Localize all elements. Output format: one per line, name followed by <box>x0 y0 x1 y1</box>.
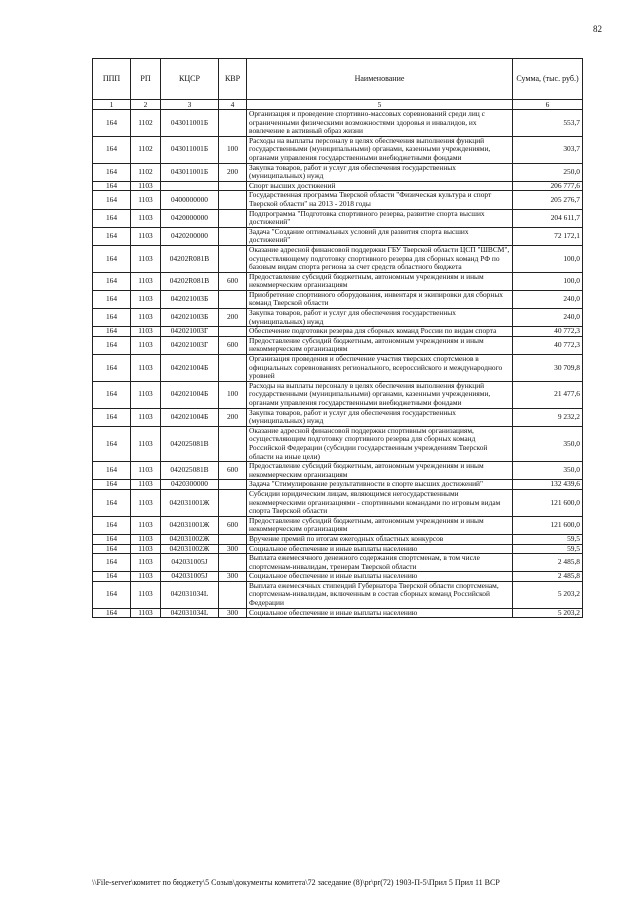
table-row <box>93 516 583 534</box>
cell-kvr: 200 <box>219 163 247 181</box>
cell-name: Обеспечение подготовки резерва для сборных команд России по видам спорта <box>247 327 513 337</box>
cell-rp: 1103 <box>131 336 161 354</box>
table-row <box>93 163 583 181</box>
cell-name: Организация проведения и обеспечение участия тверских спортсменов в официальных соревнованиях регионального, всероссийского и международного уровней <box>247 355 513 382</box>
cell-sum: 205 276,7 <box>513 191 583 209</box>
cell-kvr <box>219 489 247 516</box>
cell-name: Задача "Стимулирование результативности в спорте высших достижений" <box>247 480 513 490</box>
cell-kcsr: 0420000000 <box>161 209 219 227</box>
budget-table <box>92 58 583 618</box>
cell-rp: 1102 <box>131 163 161 181</box>
table-row <box>93 110 583 137</box>
table-row <box>93 408 583 426</box>
cell-ppp: 164 <box>93 355 131 382</box>
column-number: 5 <box>247 100 513 110</box>
cell-kvr: 600 <box>219 272 247 290</box>
cell-rp: 1103 <box>131 544 161 554</box>
cell-sum: 5 203,2 <box>513 608 583 618</box>
column-number-row <box>93 100 583 110</box>
table-row <box>93 581 583 608</box>
cell-ppp: 164 <box>93 480 131 490</box>
cell-kvr <box>219 191 247 209</box>
table-row <box>93 381 583 408</box>
cell-name: Вручение премий по итогам ежегодных областных конкурсов <box>247 534 513 544</box>
cell-kcsr: 04202R081В <box>161 272 219 290</box>
cell-rp: 1103 <box>131 355 161 382</box>
cell-rp: 1103 <box>131 516 161 534</box>
cell-kcsr: 0420200000 <box>161 227 219 245</box>
cell-kcsr: 042021003Г <box>161 327 219 337</box>
header-rp: РП <box>131 59 161 100</box>
cell-kvr: 600 <box>219 516 247 534</box>
cell-sum: 2 485,8 <box>513 572 583 582</box>
cell-rp: 1103 <box>131 572 161 582</box>
header-name: Наименование <box>247 59 513 100</box>
cell-name: Предоставление субсидий бюджетным, автономным учреждениям и иным некоммерческим организациям <box>247 462 513 480</box>
cell-ppp: 164 <box>93 426 131 461</box>
cell-name: Организация и проведение спортивно-массовых соревнований среди лиц с ограниченными физическими возможностями здоровья и инвалидов, их вовлечение в активный образ жизни <box>247 110 513 137</box>
cell-ppp: 164 <box>93 272 131 290</box>
table-row <box>93 227 583 245</box>
cell-rp: 1103 <box>131 381 161 408</box>
cell-kcsr: 042031034L <box>161 608 219 618</box>
cell-kcsr: 043011001Б <box>161 163 219 181</box>
cell-kcsr: 042021004Б <box>161 408 219 426</box>
cell-sum: 350,0 <box>513 426 583 461</box>
file-path-footer: \\File-server\комитет по бюджету\5 Созыв\документы комитета\72 заседание (8)\pr\pr(72) 1903-П-5\Прил 5 Прил 11 ВСР <box>92 878 500 887</box>
cell-kvr <box>219 181 247 191</box>
cell-ppp: 164 <box>93 608 131 618</box>
cell-ppp: 164 <box>93 110 131 137</box>
cell-name: Закупка товаров, работ и услуг для обеспечения государственных (муниципальных) нужд <box>247 163 513 181</box>
cell-kcsr: 042031002Ж <box>161 534 219 544</box>
header-kcsr: КЦСР <box>161 59 219 100</box>
cell-name: Государственная программа Тверской области "Физическая культура и спорт Тверской области" на 2013 - 2018 годы <box>247 191 513 209</box>
cell-kvr <box>219 209 247 227</box>
page-number: 82 <box>593 24 602 34</box>
cell-ppp: 164 <box>93 290 131 308</box>
cell-rp: 1103 <box>131 462 161 480</box>
cell-name: Социальное обеспечение и иные выплаты населению <box>247 608 513 618</box>
cell-kcsr: 042031001Ж <box>161 489 219 516</box>
cell-kvr <box>219 426 247 461</box>
cell-kcsr: 042025081В <box>161 426 219 461</box>
cell-sum: 240,0 <box>513 290 583 308</box>
cell-kcsr: 042021004Б <box>161 381 219 408</box>
cell-rp: 1103 <box>131 581 161 608</box>
table-row <box>93 572 583 582</box>
cell-rp: 1103 <box>131 245 161 272</box>
header-ppp: ППП <box>93 59 131 100</box>
table-row <box>93 245 583 272</box>
cell-ppp: 164 <box>93 191 131 209</box>
cell-rp: 1103 <box>131 309 161 327</box>
cell-ppp: 164 <box>93 408 131 426</box>
table-row <box>93 290 583 308</box>
cell-sum: 553,7 <box>513 110 583 137</box>
cell-kvr: 100 <box>219 136 247 163</box>
cell-name: Социальное обеспечение и иные выплаты населению <box>247 572 513 582</box>
cell-sum: 206 777,6 <box>513 181 583 191</box>
cell-kvr: 300 <box>219 572 247 582</box>
cell-kcsr: 042021003Б <box>161 309 219 327</box>
cell-rp: 1103 <box>131 209 161 227</box>
cell-kcsr: 042031001Ж <box>161 516 219 534</box>
cell-kcsr: 043011001Б <box>161 110 219 137</box>
table-row <box>93 136 583 163</box>
cell-rp: 1103 <box>131 327 161 337</box>
cell-ppp: 164 <box>93 209 131 227</box>
cell-name: Спорт высших достижений <box>247 181 513 191</box>
table-row <box>93 355 583 382</box>
cell-name: Субсидии юридическим лицам, являющимся негосударственными некоммерческими организациями - спортивными командами по игровым видам спорта Тверской области <box>247 489 513 516</box>
table-row <box>93 608 583 618</box>
cell-kvr <box>219 355 247 382</box>
header-kvr: КВР <box>219 59 247 100</box>
cell-kvr: 200 <box>219 309 247 327</box>
cell-name: Предоставление субсидий бюджетным, автономным учреждениям и иным некоммерческим организациям <box>247 272 513 290</box>
cell-rp: 1103 <box>131 554 161 572</box>
cell-name: Социальное обеспечение и иные выплаты населению <box>247 544 513 554</box>
cell-rp: 1103 <box>131 191 161 209</box>
cell-sum: 204 611,7 <box>513 209 583 227</box>
cell-kvr <box>219 554 247 572</box>
cell-sum: 250,0 <box>513 163 583 181</box>
table-row <box>93 209 583 227</box>
cell-name: Выплата ежемесячных стипендий Губернатора Тверской области спортсменам, спортсменам-инвалидам, включенным в состав сборных команд Российской Федерации <box>247 581 513 608</box>
cell-ppp: 164 <box>93 227 131 245</box>
cell-rp: 1102 <box>131 110 161 137</box>
cell-sum: 100,0 <box>513 245 583 272</box>
cell-ppp: 164 <box>93 327 131 337</box>
cell-name: Подпрограмма "Подготовка спортивного резерва, развитие спорта высших достижений" <box>247 209 513 227</box>
cell-sum: 40 772,3 <box>513 327 583 337</box>
cell-rp: 1102 <box>131 136 161 163</box>
cell-kcsr: 042031034L <box>161 581 219 608</box>
cell-rp: 1103 <box>131 489 161 516</box>
cell-rp: 1103 <box>131 181 161 191</box>
cell-name: Оказание адресной финансовой поддержки ГБУ Тверской области ЦСП "ШВСМ", осуществляющему подготовку спортивного резерва для сборных команд РФ по базовым видам спорта региона за счет средств областного бюджета <box>247 245 513 272</box>
table-body <box>93 110 583 618</box>
table-row <box>93 336 583 354</box>
cell-kcsr: 0400000000 <box>161 191 219 209</box>
cell-ppp: 164 <box>93 136 131 163</box>
header-row <box>93 59 583 100</box>
cell-rp: 1103 <box>131 426 161 461</box>
cell-rp: 1103 <box>131 227 161 245</box>
table-row <box>93 309 583 327</box>
cell-ppp: 164 <box>93 381 131 408</box>
cell-rp: 1103 <box>131 290 161 308</box>
cell-kvr: 600 <box>219 462 247 480</box>
cell-rp: 1103 <box>131 534 161 544</box>
cell-name: Предоставление субсидий бюджетным, автономным учреждениям и иным некоммерческим организациям <box>247 516 513 534</box>
table-row <box>93 272 583 290</box>
cell-kvr: 300 <box>219 608 247 618</box>
cell-kcsr: 042021003Г <box>161 336 219 354</box>
cell-rp: 1103 <box>131 272 161 290</box>
cell-ppp: 164 <box>93 336 131 354</box>
cell-name: Расходы на выплаты персоналу в целях обеспечения выполнения функций государственными (муниципальными) органами, казенными учреждениями, органами управления государственными внебюджетными фондами <box>247 136 513 163</box>
table-row <box>93 327 583 337</box>
cell-rp: 1103 <box>131 608 161 618</box>
cell-kvr <box>219 534 247 544</box>
table-row <box>93 489 583 516</box>
table-row <box>93 480 583 490</box>
cell-sum: 5 203,2 <box>513 581 583 608</box>
column-number: 4 <box>219 100 247 110</box>
cell-sum: 132 439,6 <box>513 480 583 490</box>
cell-kvr <box>219 480 247 490</box>
table-row <box>93 462 583 480</box>
cell-kcsr: 042021004Б <box>161 355 219 382</box>
cell-kcsr: 04202R081В <box>161 245 219 272</box>
cell-name: Выплата ежемесячного денежного содержания спортсменам, в том числе спортсменам-инвалидам, тренерам Тверской области <box>247 554 513 572</box>
cell-kvr: 600 <box>219 336 247 354</box>
cell-ppp: 164 <box>93 163 131 181</box>
cell-ppp: 164 <box>93 489 131 516</box>
cell-name: Закупка товаров, работ и услуг для обеспечения государственных (муниципальных) нужд <box>247 408 513 426</box>
cell-sum: 2 485,8 <box>513 554 583 572</box>
cell-ppp: 164 <box>93 181 131 191</box>
cell-kvr <box>219 110 247 137</box>
cell-sum: 350,0 <box>513 462 583 480</box>
cell-kvr: 200 <box>219 408 247 426</box>
cell-name: Приобретение спортивного оборудования, инвентаря и экипировки для сборных команд Тверской области <box>247 290 513 308</box>
cell-name: Расходы на выплаты персоналу в целях обеспечения выполнения функций государственными (муниципальными) органами, казенными учреждениями, органами управления государственными внебюджетными фондами <box>247 381 513 408</box>
cell-kcsr: 042031005J <box>161 554 219 572</box>
column-number: 3 <box>161 100 219 110</box>
cell-sum: 240,0 <box>513 309 583 327</box>
cell-sum: 303,7 <box>513 136 583 163</box>
cell-kvr <box>219 227 247 245</box>
cell-ppp: 164 <box>93 516 131 534</box>
table-row <box>93 554 583 572</box>
cell-kvr <box>219 327 247 337</box>
cell-kvr: 300 <box>219 544 247 554</box>
cell-ppp: 164 <box>93 309 131 327</box>
cell-kcsr: 042025081В <box>161 462 219 480</box>
cell-name: Предоставление субсидий бюджетным, автономным учреждениям и иным некоммерческим организациям <box>247 336 513 354</box>
cell-kcsr: 042021003Б <box>161 290 219 308</box>
cell-sum: 21 477,6 <box>513 381 583 408</box>
header-sum: Сумма, (тыс. руб.) <box>513 59 583 100</box>
cell-sum: 59,5 <box>513 544 583 554</box>
cell-kcsr: 043011001Б <box>161 136 219 163</box>
cell-name: Задача "Создание оптимальных условий для развития спорта высших достижений" <box>247 227 513 245</box>
cell-sum: 9 232,2 <box>513 408 583 426</box>
cell-kvr: 100 <box>219 381 247 408</box>
cell-kvr <box>219 581 247 608</box>
table-row <box>93 534 583 544</box>
cell-rp: 1103 <box>131 480 161 490</box>
cell-ppp: 164 <box>93 572 131 582</box>
cell-rp: 1103 <box>131 408 161 426</box>
cell-ppp: 164 <box>93 554 131 572</box>
cell-sum: 59,5 <box>513 534 583 544</box>
cell-kvr <box>219 245 247 272</box>
cell-kvr <box>219 290 247 308</box>
table-row <box>93 191 583 209</box>
cell-sum: 100,0 <box>513 272 583 290</box>
cell-sum: 121 600,0 <box>513 516 583 534</box>
cell-name: Закупка товаров, работ и услуг для обеспечения государственных (муниципальных) нужд <box>247 309 513 327</box>
column-number: 1 <box>93 100 131 110</box>
column-number: 2 <box>131 100 161 110</box>
cell-ppp: 164 <box>93 581 131 608</box>
table-row <box>93 426 583 461</box>
cell-ppp: 164 <box>93 462 131 480</box>
cell-kcsr <box>161 181 219 191</box>
cell-kcsr: 0420300000 <box>161 480 219 490</box>
cell-kcsr: 042031005J <box>161 572 219 582</box>
cell-sum: 40 772,3 <box>513 336 583 354</box>
cell-ppp: 164 <box>93 534 131 544</box>
cell-ppp: 164 <box>93 544 131 554</box>
column-number: 6 <box>513 100 583 110</box>
cell-name: Оказание адресной финансовой поддержки спортивным организациям, осуществляющим подготовку спортивного резерва для сборных команд Российской Федерации (субсидии государственным учреждениям Тверской области на иные цели) <box>247 426 513 461</box>
cell-sum: 121 600,0 <box>513 489 583 516</box>
cell-kcsr: 042031002Ж <box>161 544 219 554</box>
cell-ppp: 164 <box>93 245 131 272</box>
cell-sum: 72 172,1 <box>513 227 583 245</box>
cell-sum: 30 709,8 <box>513 355 583 382</box>
